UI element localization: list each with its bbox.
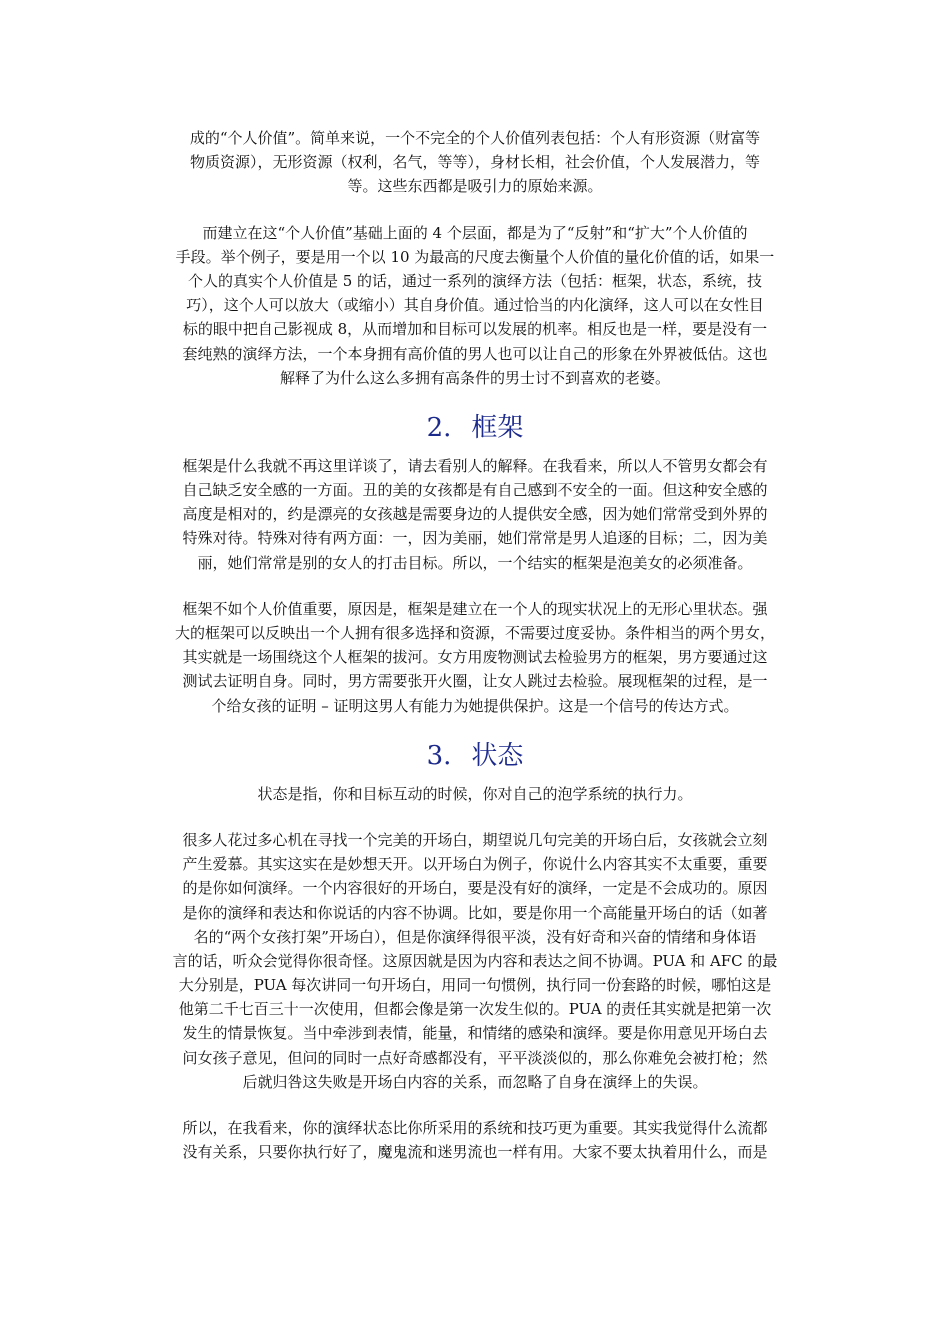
section-number: 2.	[426, 412, 452, 443]
text-line: 自己缺乏安全感的一方面。丑的美的女孩都是有自己感到不安全的一面。但这种安全感的	[182, 481, 768, 500]
section-title: 状态	[471, 740, 524, 771]
text-line: 解释了为什么这么多拥有高条件的男士讨不到喜欢的老婆。	[279, 368, 670, 387]
text-line: 大的框架可以反映出一个人拥有很多选择和资源，不需要过度妥协。条件相当的两个男女，	[174, 624, 775, 642]
text-line: 等。这些东西都是吸引力的原始来源。	[347, 177, 603, 196]
text-line: 标的眼中把自己影视成 8，从而增加和目标可以发展的机率。相反也是一样，要是没有一	[182, 320, 768, 339]
text-line: 的是你如何演绎。一个内容很好的开场白，要是没有好的演绎，一定是不会成功的。原因	[182, 879, 768, 898]
text-line: 名的“两个女孩打架”开场白），但是你演绎得很平淡，没有好奇和兴奋的情绪和身体语	[193, 927, 757, 946]
text-line: 测试去证明自身。同时，男方需要张开火圈，让女人跳过去检验。展现框架的过程，是一	[182, 672, 768, 691]
text-line: 产生爱慕。其实这实在是妙想天开。以开场白为例子，你说什么内容其实不太重要，重要	[182, 855, 768, 874]
text-line: 丽，她们常常是别的女人的打击目标。所以，一个结实的框架是泡美女的必须准备。	[197, 553, 753, 572]
paragraph-frame-intro	[146, 454, 804, 575]
paragraph-personal-value-list	[146, 126, 804, 199]
text-line: 发生的情景恢复。当中牵涉到表情，能量，和情绪的感染和演绎。要是你用意见开场白去	[182, 1024, 768, 1043]
text-line: 后就归咎这失败是开场白内容的关系，而忽略了自身在演绎上的失误。	[242, 1072, 708, 1091]
text-line: 框架不如个人价值重要，原因是，框架是建立在一个人的现实状况上的无形心里状态。强	[182, 599, 768, 618]
text-line: 是你的演绎和表达和你说话的内容不协调。比如，要是你用一个高能量开场白的话（如著	[182, 903, 768, 922]
text-line: 而建立在这“个人价值”基础上面的 4 个层面，都是为了“反射”和“扩大”个人价值的	[202, 223, 748, 242]
paragraph-conclusion	[146, 1116, 804, 1164]
text-line: 框架是什么我就不再这里详谈了，请去看别人的解释。在我看来，所以人不管男女都会有	[182, 456, 768, 475]
text-line: 巧），这个人可以放大（或缩小）其自身价值。通过恰当的内化演绎，这人可以在女性目	[186, 296, 764, 315]
text-line: 物质资源），无形资源（权利，名气，等等），身材长相，社会价值，个人发展潜力，等	[189, 153, 760, 172]
section-number: 3.	[426, 740, 452, 771]
document-page	[146, 126, 804, 1164]
paragraph-value-layers	[146, 221, 804, 390]
text-line: 大分别是，PUA 每次讲同一句开场白，用同一句惯例，执行同一份套路的时候，哪怕这是	[178, 976, 772, 995]
paragraph-frame-importance	[146, 597, 804, 718]
text-line: 成的“个人价值”。简单来说，一个不完全的个人价值列表包括：个人有形资源（财富等	[189, 129, 761, 147]
section-heading-frame	[146, 408, 804, 448]
text-line: 个给女孩的证明 – 证明这男人有能力为她提供保护。这是一个信号的传达方式。	[211, 696, 739, 715]
text-line: 没有关系，只要你执行好了，魔鬼流和迷男流也一样有用。大家不要太执着用什么，而是	[182, 1143, 768, 1162]
text-line: 言的话，听众会觉得你很奇怪。这原因就是因为内容和表达之间不协调。PUA 和 AFC 的最	[172, 951, 778, 970]
section-title: 框架	[471, 412, 524, 443]
text-line: 其实就是一场围绕这个人框架的拔河。女方用废物测试去检验男方的框架，男方要通过这	[182, 648, 768, 667]
text-line: 高度是相对的，约是漂亮的女孩越是需要身边的人提供安全感，因为她们常常受到外界的	[182, 505, 768, 524]
text-line: 手段。举个例子，要是用一个以 10 为最高的尺度去衡量个人价值的量化价值的话，如果一	[175, 247, 775, 266]
text-line: 所以，在我看来，你的演绎状态比你所采用的系统和技巧更为重要。其实我觉得什么流都	[182, 1119, 768, 1137]
paragraph-opener-delivery	[146, 828, 804, 1094]
text-line: 问女孩子意见，但问的同时一点好奇感都没有，平平淡淡似的，那么你难免会被打枪；然	[182, 1048, 768, 1067]
text-line: 套纯熟的演绎方法，一个本身拥有高价值的男人也可以让自己的形象在外界被低估。这也	[182, 344, 768, 363]
text-line: 他第二千七百三十一次使用，但都会像是第一次发生似的。PUA 的责任其实就是把第一次	[178, 1000, 772, 1019]
text-line: 状态是指，你和目标互动的时候，你对自己的泡学系统的执行力。	[257, 784, 693, 803]
section-heading-state	[146, 736, 804, 776]
text-line: 个人的真实个人价值是 5 的话，通过一系列的演绎方法（包括：框架，状态，系统，技	[187, 271, 763, 290]
paragraph-state-definition	[146, 782, 804, 806]
text-line: 很多人花过多心机在寻找一个完美的开场白，期望说几句完美的开场白后，女孩就会立刻	[182, 830, 768, 849]
text-line: 特殊对待。特殊对待有两方面：一，因为美丽，她们常常是男人追逐的目标；二，因为美	[182, 529, 768, 548]
